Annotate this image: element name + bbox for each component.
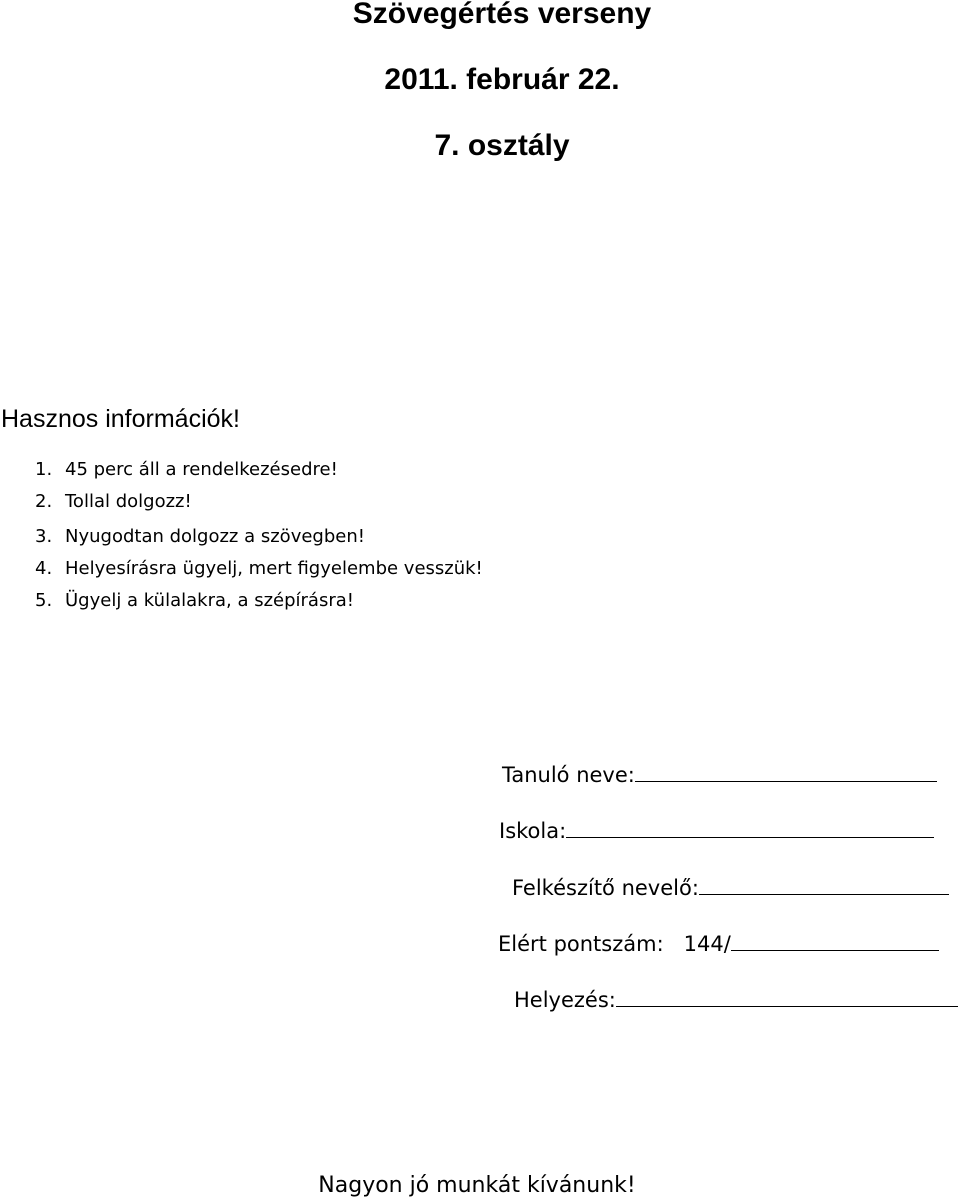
rule-item-1	[35, 459, 338, 481]
score-max: 144/	[683, 932, 731, 956]
placement-label: Helyezés:	[514, 988, 616, 1012]
document-title: Szövegértés verseny	[352, 0, 652, 30]
school-label: Iskola:	[499, 819, 567, 843]
teacher-row	[512, 874, 949, 901]
placement-row	[514, 986, 958, 1013]
rule-item-2	[35, 491, 192, 513]
rule-number: 4.	[35, 558, 53, 579]
school-field[interactable]	[566, 817, 934, 838]
closing-message: Nagyon jó munkát kívánunk!	[318, 1173, 636, 1198]
rule-number: 1.	[35, 459, 53, 480]
student-name-label: Tanuló neve:	[502, 763, 635, 787]
rule-number: 5.	[35, 590, 53, 611]
school-row	[499, 817, 934, 844]
score-row	[498, 930, 939, 957]
rule-item-4	[35, 558, 483, 580]
score-field[interactable]	[731, 930, 939, 951]
competition-date: 2011. február 22.	[384, 63, 620, 96]
teacher-field[interactable]	[699, 874, 949, 895]
rule-text: Ügyelj a külalakra, a szépírásra!	[65, 590, 354, 611]
rule-number: 2.	[35, 491, 53, 512]
grade-level: 7. osztály	[434, 129, 570, 162]
rule-text: Tollal dolgozz!	[65, 491, 192, 512]
placement-field[interactable]	[616, 986, 958, 1007]
rule-text: Nyugodtan dolgozz a szövegben!	[65, 526, 365, 547]
rule-item-3	[35, 526, 365, 548]
student-name-field[interactable]	[635, 761, 937, 782]
teacher-label: Felkészítő nevelő:	[512, 876, 699, 900]
rule-text: 45 perc áll a rendelkezésedre!	[65, 459, 338, 480]
student-name-row	[502, 761, 937, 788]
rule-text: Helyesírásra ügyelj, mert figyelembe vesszük!	[65, 558, 483, 579]
score-label: Elért pontszám:	[498, 932, 664, 956]
rule-number: 3.	[35, 526, 53, 547]
info-heading: Hasznos információk!	[1, 405, 240, 433]
rule-item-5	[35, 590, 354, 612]
